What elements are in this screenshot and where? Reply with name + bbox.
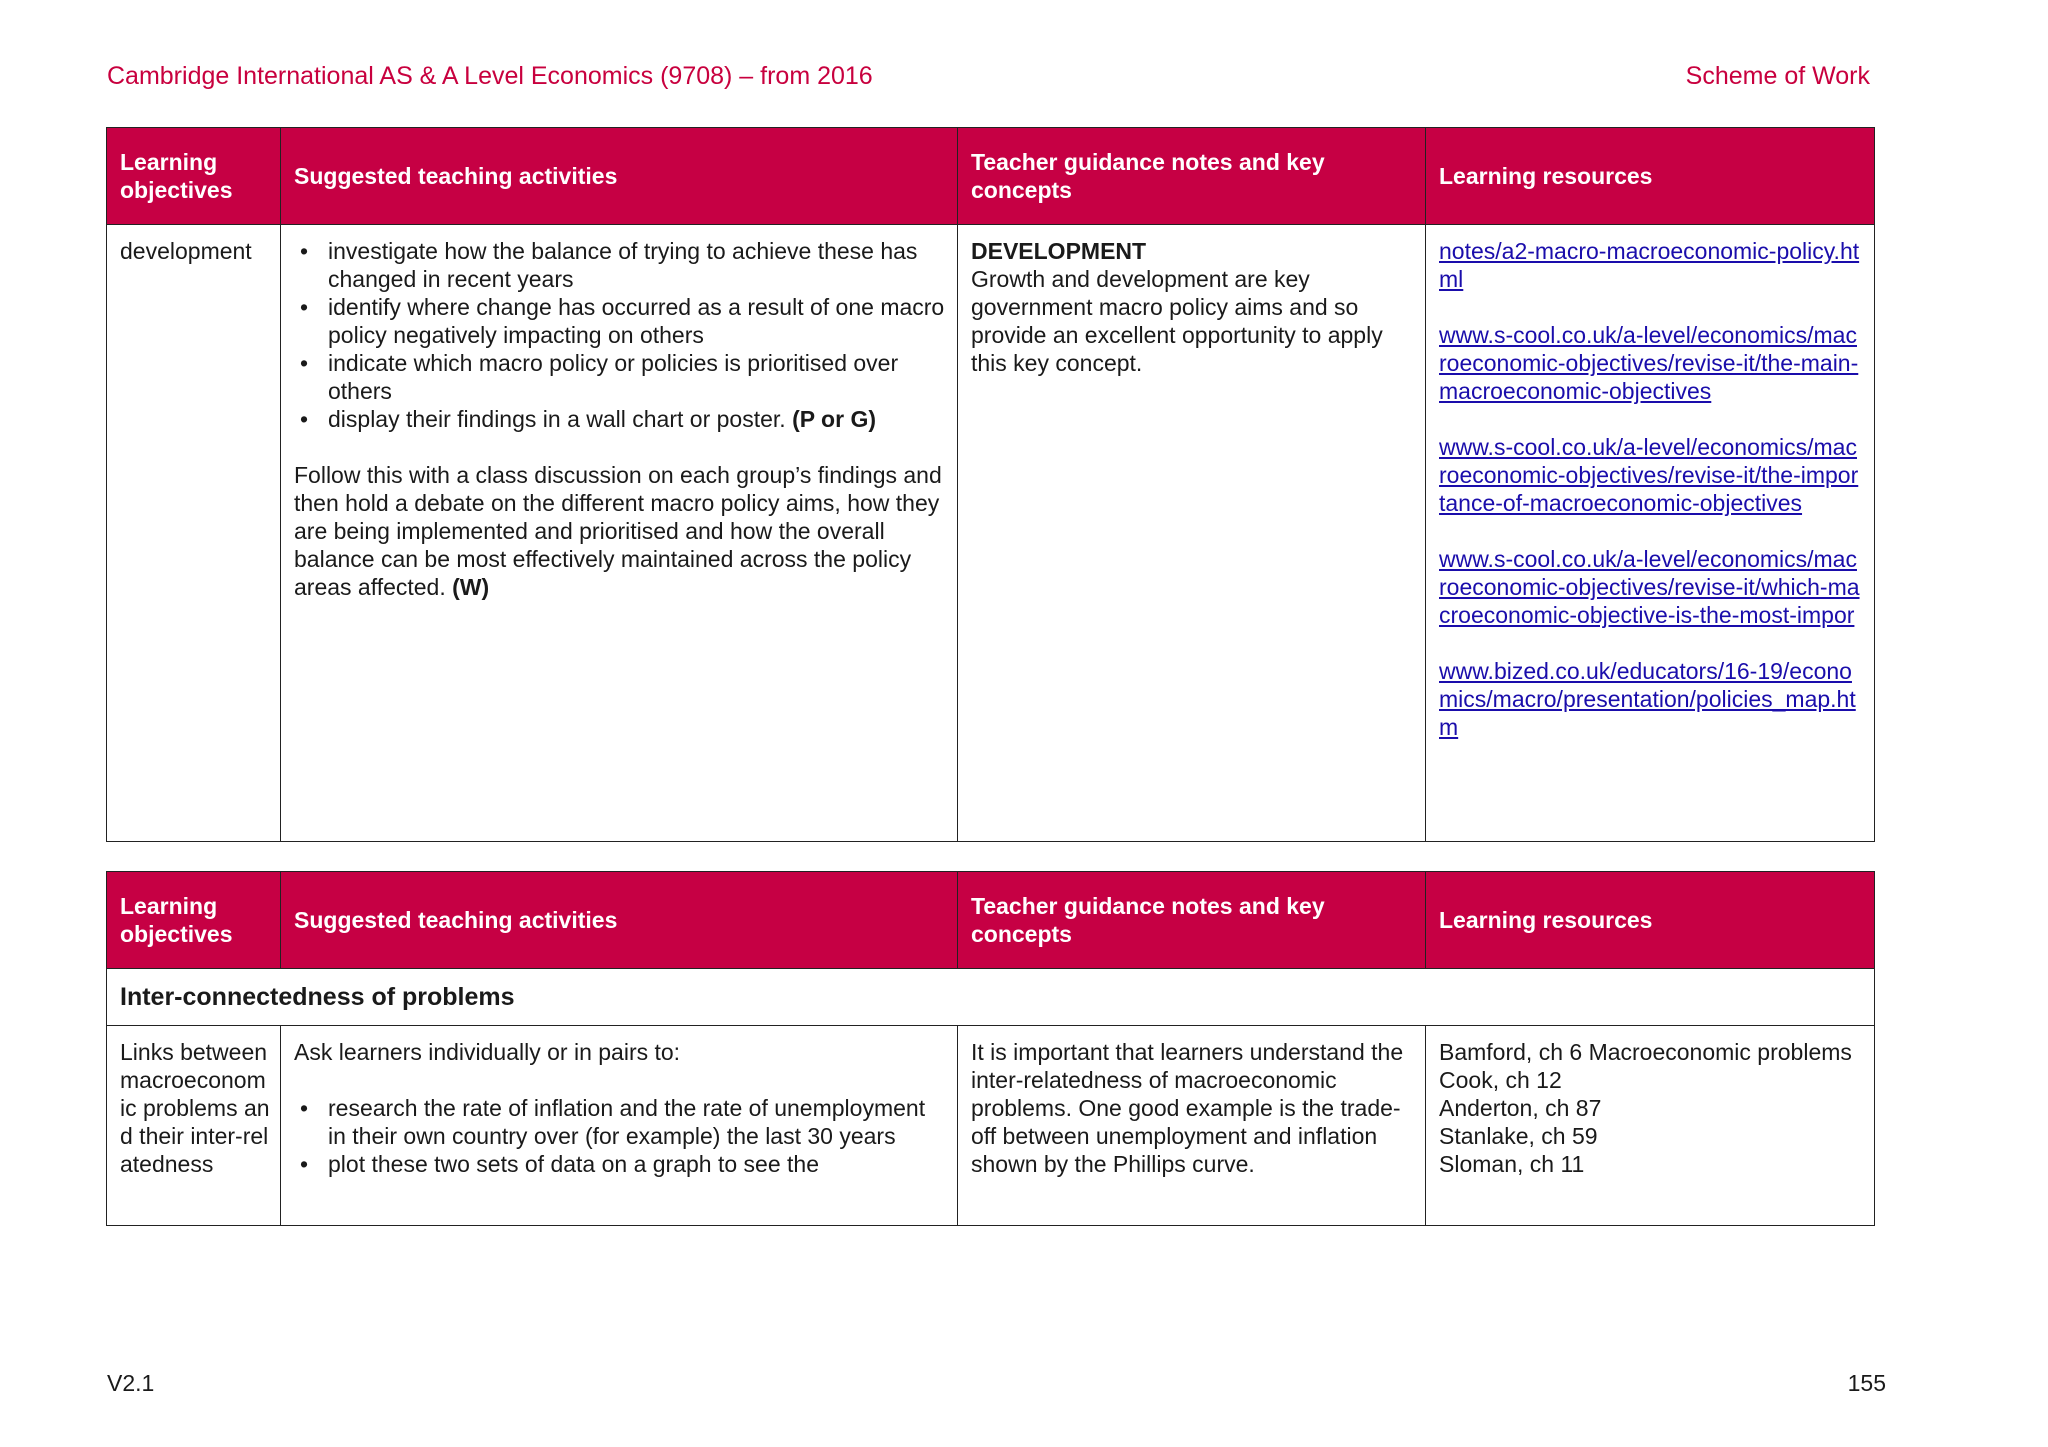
activity-item: • investigate how the balance of trying to achieve these has changed in recent years xyxy=(328,237,947,293)
activity-item: • identify where change has occurred as a result of one macro policy negatively impacting on others xyxy=(328,293,947,349)
col-header-activities: Suggested teaching activities xyxy=(281,872,958,969)
table-header-row xyxy=(107,872,1875,969)
page-number: 155 xyxy=(1847,1370,1886,1396)
resources-cell xyxy=(1426,225,1875,842)
col-header-guidance: Teacher guidance notes and key concepts xyxy=(958,128,1426,225)
resource-item: Sloman, ch 11 xyxy=(1439,1151,1585,1177)
resource-link[interactable]: www.s-cool.co.uk/a-level/economics/macroeconomic-objectives/revise-it/the-main-macroeconomic-objectives xyxy=(1439,322,1859,404)
activity-item: • research the rate of inflation and the rate of unemployment in their own country over (for example) the last 30 years xyxy=(328,1094,947,1150)
key-concept-heading: DEVELOPMENT xyxy=(971,238,1147,264)
col-header-objectives: Learning objectives xyxy=(107,872,281,969)
followup-text: Follow this with a class discussion on each group’s findings and then hold a debate on the different macro policy aims, how they are being implemented and prioritised and how the overall balance can be most effectively maintained across the policy areas affected. xyxy=(294,462,942,600)
guidance-text: Growth and development are key government macro policy aims and so provide an excellent opportunity to apply this key concept. xyxy=(971,266,1383,376)
objective-cell: development xyxy=(107,225,281,842)
resource-item: Cook, ch 12 xyxy=(1439,1067,1562,1093)
resource-item: Anderton, ch 87 xyxy=(1439,1095,1602,1121)
activity-text: display their findings in a wall chart or poster. xyxy=(328,406,786,432)
activity-item: • plot these two sets of data on a graph to see the xyxy=(328,1150,947,1178)
col-header-objectives: Learning objectives xyxy=(107,128,281,225)
activity-intro: Ask learners individually or in pairs to: xyxy=(294,1039,681,1065)
resources-cell xyxy=(1426,1026,1875,1226)
activity-item: • indicate which macro policy or policies is prioritised over others xyxy=(328,349,947,405)
col-header-activities: Suggested teaching activities xyxy=(281,128,958,225)
table-row xyxy=(107,225,1875,842)
activity-list xyxy=(294,1094,947,1178)
scheme-table-interconnectedness xyxy=(106,871,1875,1226)
activity-item xyxy=(328,405,947,433)
resource-link[interactable]: www.s-cool.co.uk/a-level/economics/macroeconomic-objectives/revise-it/the-importance-of-macroeconomic-objectives xyxy=(1439,434,1859,516)
objective-cell: Links between macroeconomic problems and their inter-relatedness xyxy=(107,1026,281,1226)
version-label: V2.1 xyxy=(107,1370,155,1396)
section-title: Inter-connectedness of problems xyxy=(107,969,1875,1026)
col-header-guidance: Teacher guidance notes and key concepts xyxy=(958,872,1426,969)
resource-item: Bamford, ch 6 Macroeconomic problems xyxy=(1439,1039,1852,1065)
resource-link[interactable]: www.s-cool.co.uk/a-level/economics/macroeconomic-objectives/revise-it/which-macroeconomic-objective-is-the-most-impor xyxy=(1439,546,1860,628)
activities-cell xyxy=(281,225,958,842)
table-row xyxy=(107,1026,1875,1226)
resource-item: Stanlake, ch 59 xyxy=(1439,1123,1598,1149)
table-header-row xyxy=(107,128,1875,225)
grouping-tag: (P or G) xyxy=(792,406,876,432)
guidance-cell: It is important that learners understand the inter-relatedness of macroeconomic problems. One good example is the trade-off between unemployment and inflation shown by the Phillips curve. xyxy=(958,1026,1426,1226)
activities-cell xyxy=(281,1026,958,1226)
activity-list xyxy=(294,237,947,433)
col-header-resources: Learning resources xyxy=(1426,872,1875,969)
scheme-table-development xyxy=(106,127,1875,842)
document-title: Cambridge International AS & A Level Economics (9708) – from 2016 xyxy=(107,62,873,90)
resource-link[interactable]: www.bized.co.uk/educators/16-19/economics/macro/presentation/policies_map.htm xyxy=(1439,658,1856,740)
followup-paragraph xyxy=(294,461,947,601)
resource-link[interactable]: notes/a2-macro-macroeconomic-policy.html xyxy=(1439,238,1860,292)
document-subtitle: Scheme of Work xyxy=(1685,62,1870,90)
grouping-tag: (W) xyxy=(452,574,490,600)
col-header-resources: Learning resources xyxy=(1426,128,1875,225)
guidance-cell xyxy=(958,225,1426,842)
section-row xyxy=(107,969,1875,1026)
